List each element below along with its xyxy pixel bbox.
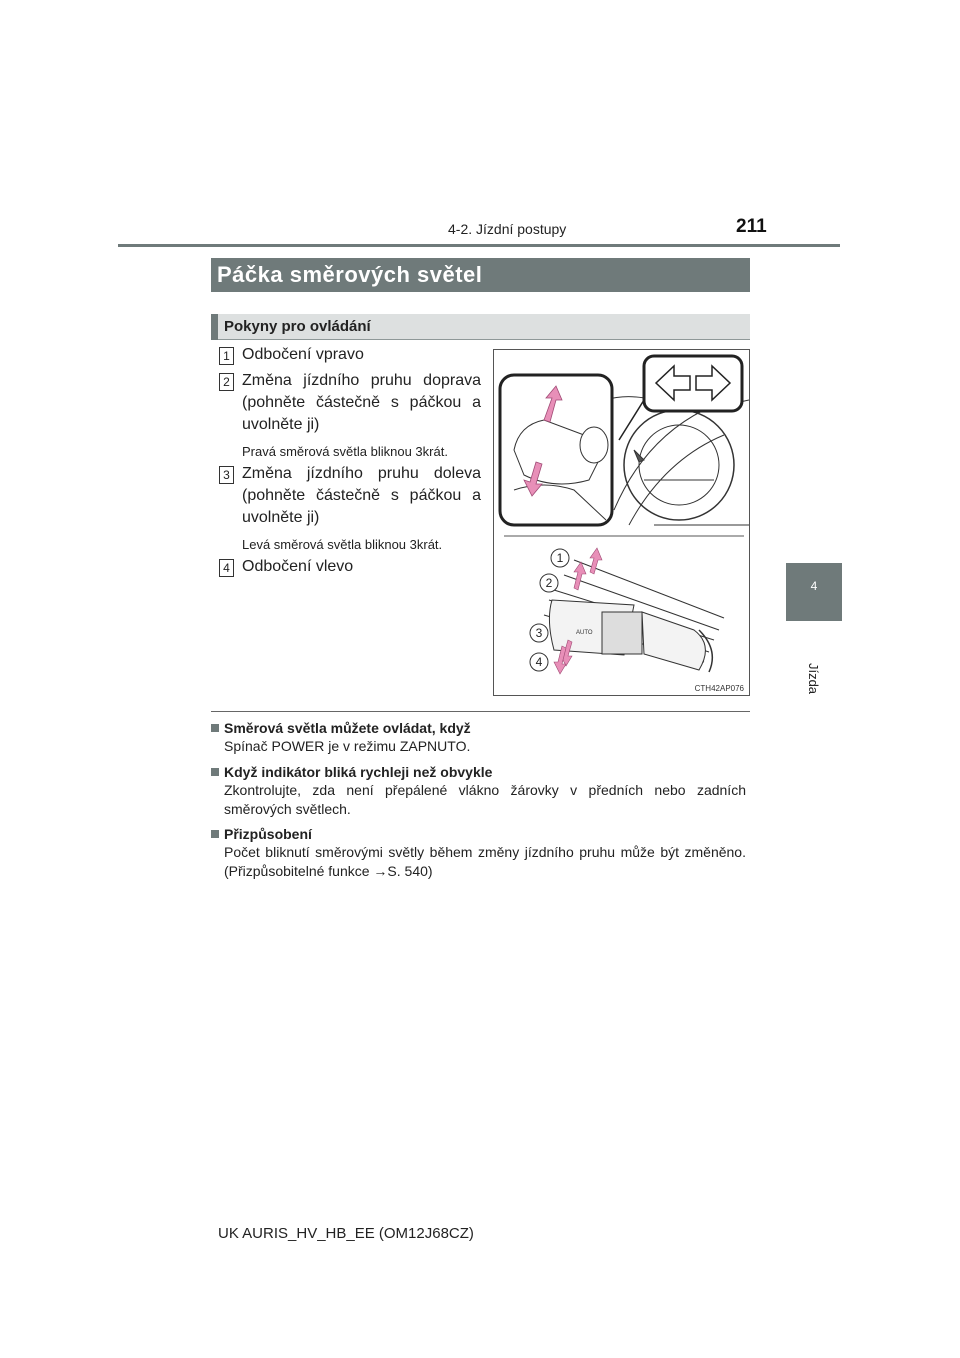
arrow-box — [619, 356, 742, 440]
item-text: Odbočení vpravo — [242, 346, 364, 363]
list-item-4 — [211, 556, 481, 578]
list-item-3 — [211, 463, 481, 529]
page-number: 211 — [736, 216, 767, 237]
lever-auto-label: AUTO — [576, 630, 593, 636]
condition-2 — [211, 763, 746, 819]
item-number: 3 — [219, 466, 234, 484]
zoom-lever-box — [500, 375, 612, 525]
item-text: Změna jízdního pruhu doleva (pohněte částečně s páčkou a uvolněte ji) — [242, 465, 481, 526]
callout-2: 2 — [545, 576, 553, 590]
subtitle: Pokyny pro ovládání — [224, 318, 371, 335]
condition-3 — [211, 825, 746, 881]
condition-1 — [211, 719, 746, 756]
item-number: 4 — [219, 559, 234, 577]
note-left: Levá směrová světla bliknou 3krát. — [242, 537, 443, 552]
condition-body: Počet bliknutí směrovými světly během změny jízdního pruhu může být změněno. (Přizpůsobitelné funkce →S. 540) — [224, 844, 746, 879]
illustration-svg — [494, 350, 749, 695]
chapter-label-text: Jízda — [806, 662, 822, 694]
callout-1: 1 — [556, 551, 564, 565]
condition-body: Zkontrolujte, zda není přepálené vlákno žárovky v předních nebo zadních směrových světlech. — [224, 782, 746, 817]
lever-detail — [544, 560, 724, 672]
item-text: Změna jízdního pruhu doprava (pohněte částečně s páčkou a uvolněte ji) — [242, 372, 481, 433]
condition-heading: Přizpůsobení — [211, 825, 746, 843]
callout-3: 3 — [535, 626, 543, 640]
header-rule — [118, 244, 840, 247]
document-code: UK AURIS_HV_HB_EE (OM12J68CZ) — [218, 1225, 474, 1242]
chapter-label — [784, 648, 844, 708]
subtitle-accent — [211, 314, 218, 340]
chapter-tab: 4 — [786, 563, 842, 621]
list-item-1 — [211, 344, 481, 366]
bullet-square-icon — [211, 724, 219, 732]
callout-4: 4 — [535, 655, 543, 669]
bullet-square-icon — [211, 768, 219, 776]
subtitle-bar — [211, 314, 750, 340]
condition-heading: Když indikátor bliká rychleji než obvykle — [211, 763, 746, 781]
item-text: Odbočení vlevo — [242, 558, 354, 575]
list-item-2 — [211, 370, 481, 436]
condition-heading: Směrová světla můžete ovládat, když — [211, 719, 746, 737]
turn-signal-illustration — [493, 349, 750, 696]
bullet-square-icon — [211, 830, 219, 838]
illustration-code: CTH42AP076 — [694, 684, 744, 693]
item-number: 2 — [219, 373, 234, 391]
item-number: 1 — [219, 347, 234, 365]
page-title: Páčka směrových světel — [211, 258, 750, 292]
condition-body: Spínač POWER je v režimu ZAPNUTO. — [224, 738, 471, 754]
section-rule — [211, 711, 750, 712]
section-title: 4-2. Jízdní postupy — [448, 221, 567, 237]
note-right: Pravá směrová světla bliknou 3krát. — [242, 444, 448, 459]
